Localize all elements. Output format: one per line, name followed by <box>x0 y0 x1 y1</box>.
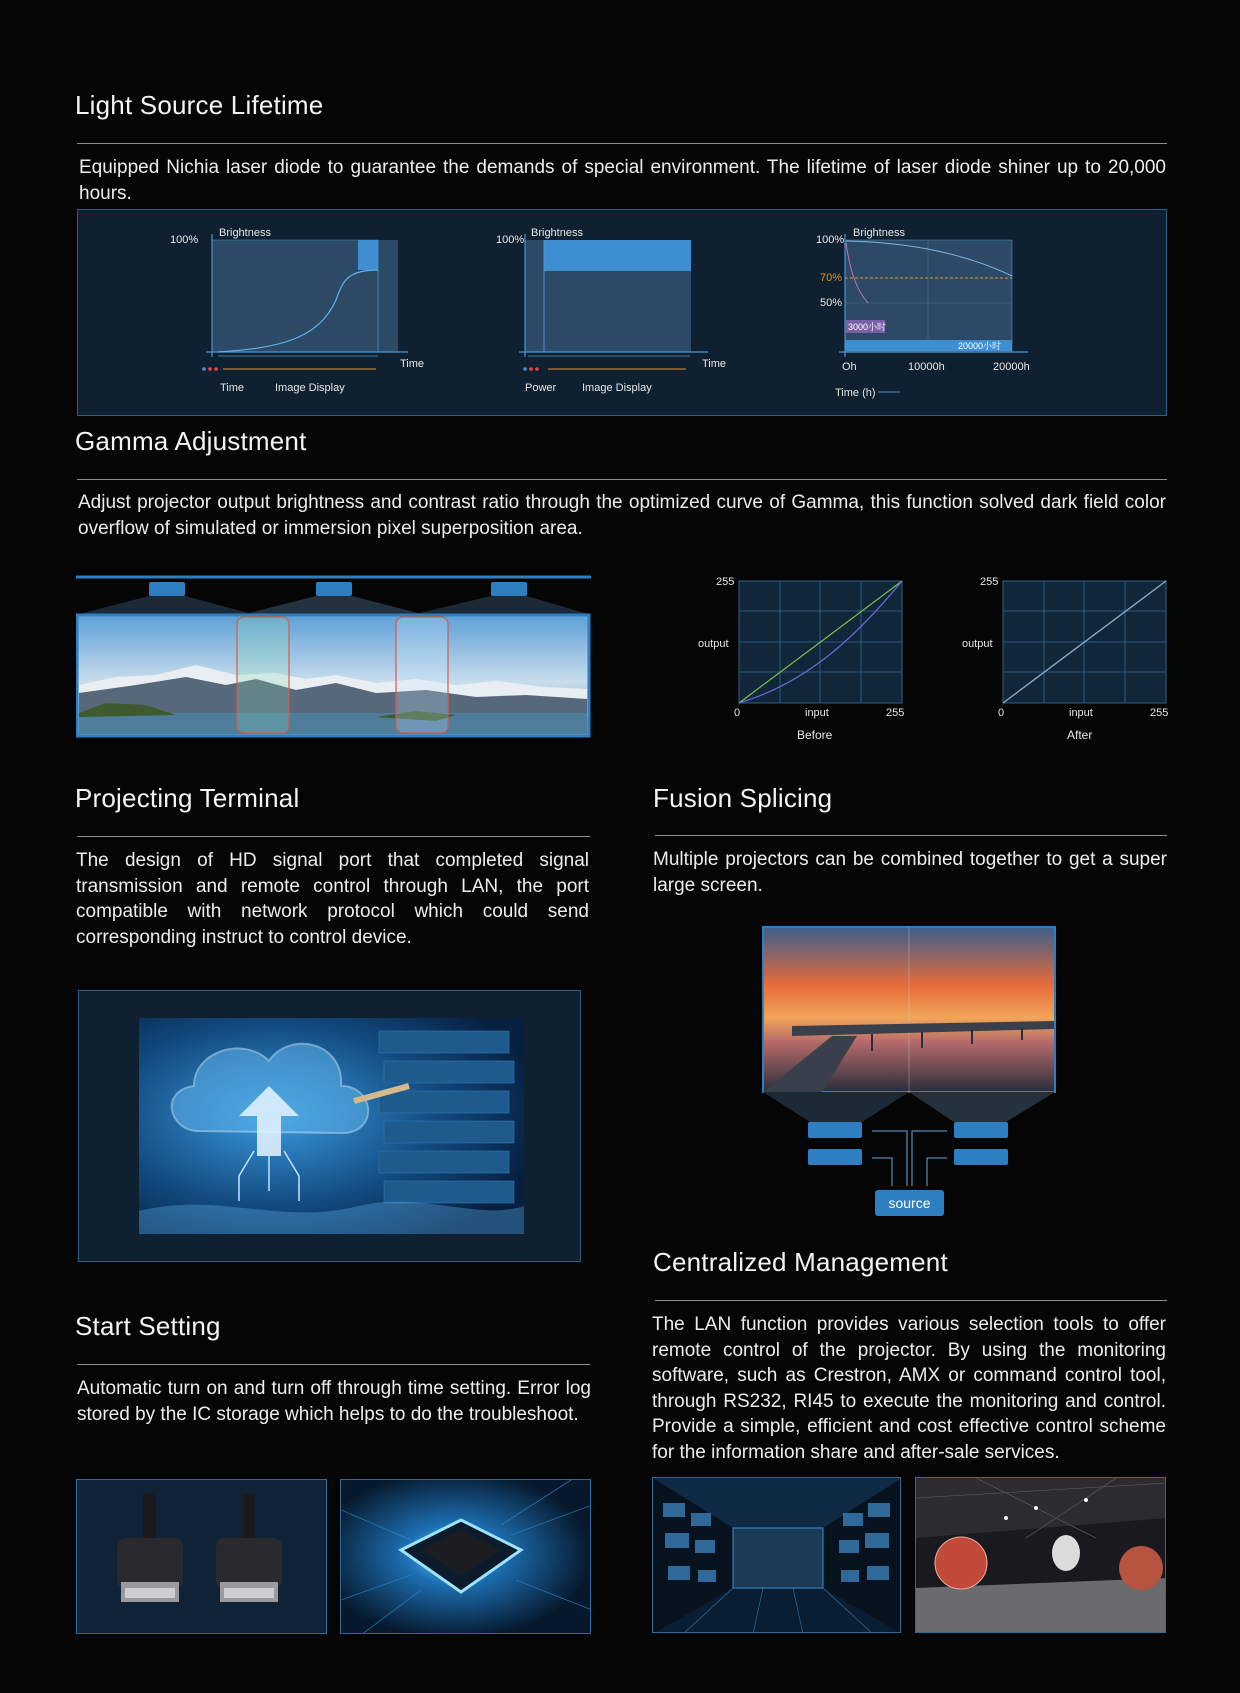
chart2-y-label: Brightness <box>531 227 583 239</box>
chart1-label-a: Time <box>220 382 245 394</box>
chart1-y-label: Brightness <box>219 227 271 239</box>
divider <box>655 835 1167 836</box>
chart3-y-50: 50% <box>820 297 843 309</box>
after-y-label: output <box>962 638 993 650</box>
before-x-min: 0 <box>734 707 741 719</box>
fusion-description: Multiple projectors can be combined together to get a super large screen. <box>653 849 1167 896</box>
chip-image <box>340 1479 591 1634</box>
section-title-fusion: Fusion Splicing <box>653 783 833 813</box>
chart3-y-70: 70% <box>820 272 843 284</box>
gamma-before-chart <box>690 572 920 747</box>
section-title-light-source: Light Source Lifetime <box>75 90 324 120</box>
chart3-y-label: Brightness <box>853 227 905 239</box>
before-x-max: 255 <box>886 707 905 719</box>
chart3-x-label: Time (h) <box>835 387 876 399</box>
gamma-after-chart <box>954 572 1184 747</box>
start-description: Automatic turn on and turn off through time setting. Error log stored by the IC storage which helps to do the troubleshoot. <box>77 1378 591 1425</box>
projector-blend-illustration <box>76 575 591 738</box>
after-x-min: 0 <box>998 707 1005 719</box>
chart3-tag-long: 20000小时 <box>958 341 1002 351</box>
before-y-max: 255 <box>716 576 735 588</box>
chart2-label-b: Image Display <box>582 382 652 394</box>
brightness-startup-chart <box>170 227 424 394</box>
source-label: source <box>888 1195 931 1211</box>
chart2-y-top: 100% <box>496 234 525 246</box>
chart1-label-b: Image Display <box>275 382 345 394</box>
section-title-start: Start Setting <box>75 1311 221 1341</box>
divider <box>77 1364 590 1365</box>
centralized-description: The LAN function provides various selection tools to offer remote control of the projector. By using the monitoring software, such as Crestron, AMX or command control tool, through RS232, RI45 to execute the monitoring and control. Provide a simple, efficient and cost effective control scheme for the information share and after-sale services. <box>652 1314 1166 1463</box>
after-x-max: 255 <box>1150 707 1169 719</box>
section-title-projecting: Projecting Terminal <box>75 783 300 813</box>
hdmi-cables-image <box>76 1479 327 1634</box>
after-caption: After <box>1067 728 1093 742</box>
light-source-description: Equipped Nichia laser diode to guarantee the demands of special environment. The lifetime of laser diode shiner up to 20,000 hours. <box>79 157 1166 204</box>
network-image-panel <box>78 990 581 1262</box>
chart3-x1: 10000h <box>908 361 945 373</box>
chart2-label-a: Power <box>525 382 557 394</box>
section-title-gamma: Gamma Adjustment <box>75 426 307 456</box>
divider <box>77 836 590 837</box>
chart3-tag-short: 3000小时 <box>848 322 887 332</box>
brightness-decay-chart <box>816 227 1030 399</box>
chart1-y-top: 100% <box>170 234 199 246</box>
lifetime-charts-panel <box>77 209 1167 416</box>
brightness-instant-chart <box>496 227 726 394</box>
divider <box>77 143 1167 144</box>
projecting-description: The design of HD signal port that completed signal transmission and remote control through LAN, the port compatible with network protocol which could send corresponding instruct to control device. <box>76 850 589 948</box>
fusion-splicing-illustration <box>762 926 1058 1218</box>
chart2-x-label: Time <box>702 358 727 370</box>
gamma-description: Adjust projector output brightness and contrast ratio through the optimized curve of Gamma, this function solved dark field color overflow of simulated or immersion pixel superposition area. <box>78 492 1166 539</box>
control-room-image <box>652 1477 901 1633</box>
exhibition-hall-image <box>915 1477 1166 1633</box>
after-y-max: 255 <box>980 576 999 588</box>
chart3-y-top: 100% <box>816 234 845 246</box>
chart1-x-label: Time <box>400 358 425 370</box>
chart3-x0: Oh <box>842 361 857 373</box>
after-x-label: input <box>1069 707 1093 719</box>
divider <box>77 479 1167 480</box>
section-title-centralized: Centralized Management <box>653 1247 948 1277</box>
divider <box>655 1300 1167 1301</box>
chart3-x2: 20000h <box>993 361 1030 373</box>
lifetime-charts-svg <box>78 210 1168 417</box>
before-caption: Before <box>797 728 833 742</box>
before-x-label: input <box>805 707 829 719</box>
before-y-label: output <box>698 638 729 650</box>
